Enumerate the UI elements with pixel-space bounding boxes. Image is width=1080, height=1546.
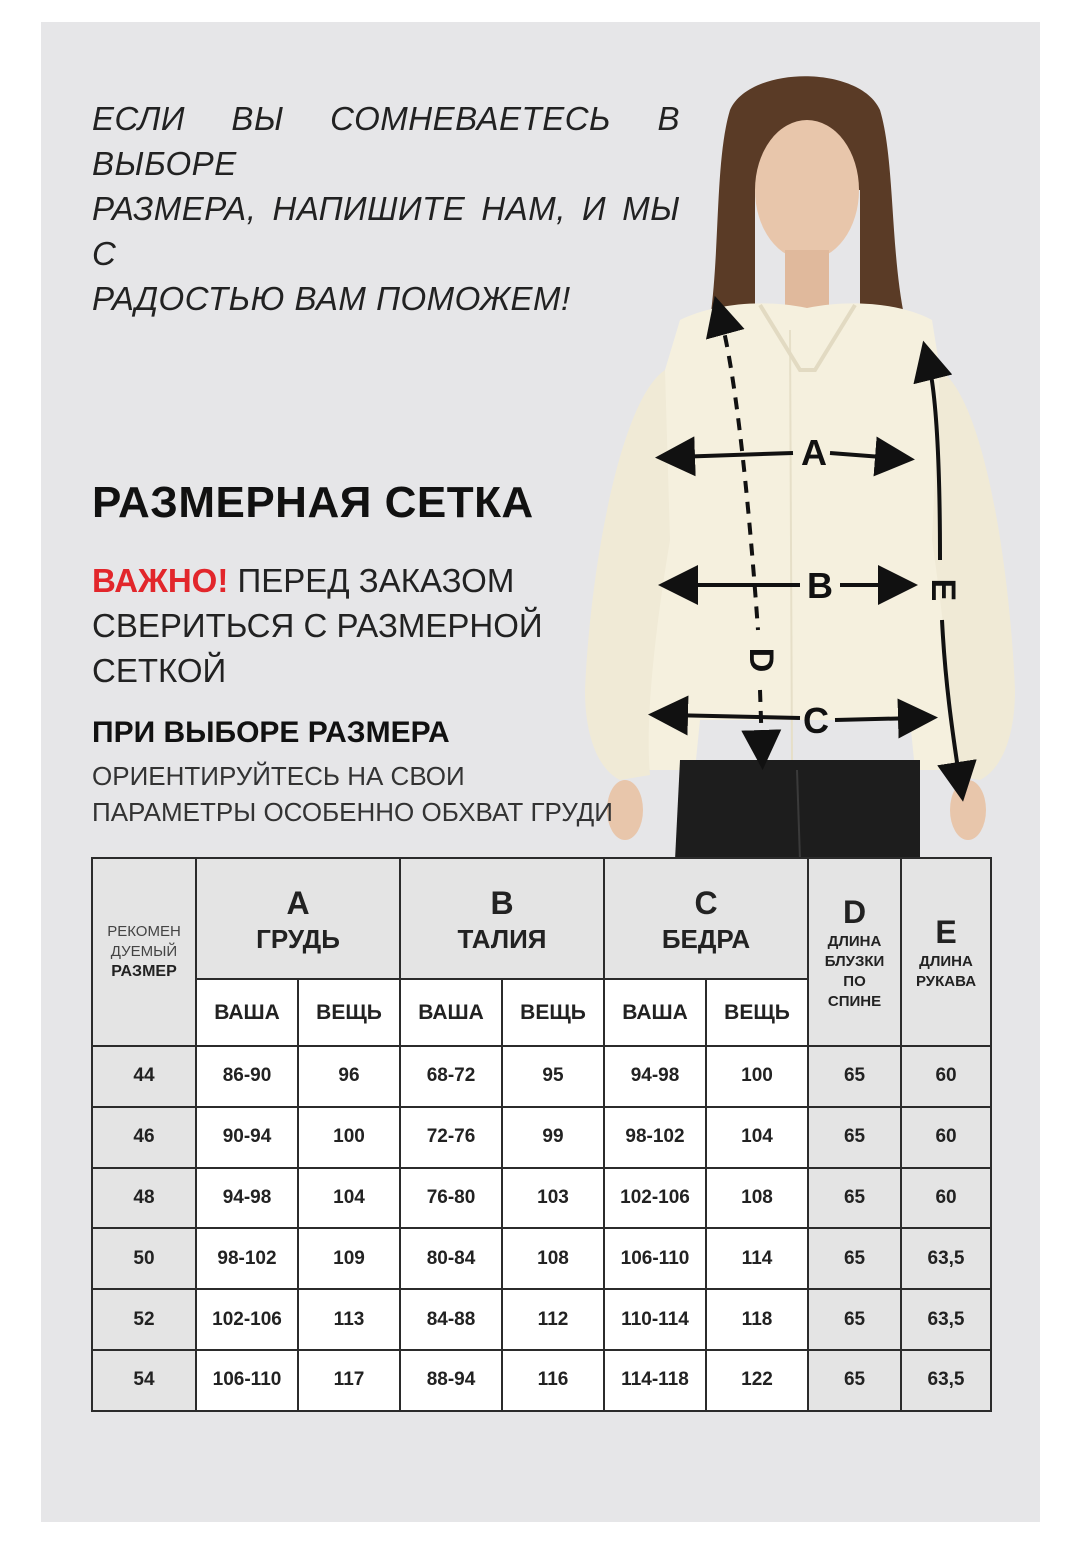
value-cell: 102-106 (196, 1289, 298, 1350)
table-row (92, 1350, 991, 1411)
value-cell: 100 (706, 1046, 808, 1107)
value-cell: 65 (808, 1289, 901, 1350)
size-cell: 48 (92, 1168, 196, 1229)
value-cell: 94-98 (604, 1046, 706, 1107)
choose-line-1: ОРИЕНТИРУЙТЕСЬ НА СВОИ (92, 761, 465, 791)
header-d-back-length: D ДЛИНА БЛУЗКИ ПО СПИНЕ (808, 858, 901, 1046)
value-cell: 63,5 (901, 1289, 991, 1350)
value-cell: 106-110 (604, 1228, 706, 1289)
value-cell: 109 (298, 1228, 400, 1289)
choose-line-2: ПАРАМЕТРЫ ОСОБЕННО ОБХВАТ ГРУДИ (92, 797, 613, 827)
table-row (92, 1228, 991, 1289)
value-cell: 86-90 (196, 1046, 298, 1107)
value-cell: 117 (298, 1350, 400, 1411)
value-cell: 96 (298, 1046, 400, 1107)
label-d: D (742, 647, 780, 673)
value-cell: 76-80 (400, 1168, 502, 1229)
choose-heading: ПРИ ВЫБОРЕ РАЗМЕРА (92, 716, 450, 749)
size-cell: 44 (92, 1046, 196, 1107)
value-cell: 72-76 (400, 1107, 502, 1168)
sub-yours: ВАША (604, 979, 706, 1046)
important-note (92, 558, 562, 693)
table-row (92, 1168, 991, 1229)
value-cell: 68-72 (400, 1046, 502, 1107)
value-cell: 60 (901, 1168, 991, 1229)
value-cell: 63,5 (901, 1228, 991, 1289)
size-table (91, 857, 992, 1412)
value-cell: 104 (706, 1107, 808, 1168)
value-cell: 90-94 (196, 1107, 298, 1168)
intro-line-3: РАДОСТЬЮ ВАМ ПОМОЖЕМ! (92, 280, 571, 317)
header-group-c: C БЕДРА (604, 858, 808, 979)
value-cell: 95 (502, 1046, 604, 1107)
value-cell: 108 (706, 1168, 808, 1229)
value-cell: 122 (706, 1350, 808, 1411)
value-cell: 65 (808, 1107, 901, 1168)
size-cell: 54 (92, 1350, 196, 1411)
sub-item: ВЕЩЬ (706, 979, 808, 1046)
value-cell: 63,5 (901, 1350, 991, 1411)
value-cell: 118 (706, 1289, 808, 1350)
important-text: ПЕРЕД ЗАКАЗОМ СВЕРИТЬСЯ С РАЗМЕРНОЙ СЕТКОЙ (92, 562, 543, 689)
value-cell: 84-88 (400, 1289, 502, 1350)
header-recommended-size: РЕКОМЕН ДУЕМЫЙ РАЗМЕР (92, 858, 196, 1046)
value-cell: 112 (502, 1289, 604, 1350)
label-b: B (807, 565, 833, 606)
value-cell: 100 (298, 1107, 400, 1168)
value-cell: 65 (808, 1168, 901, 1229)
important-label: ВАЖНО! (92, 562, 229, 599)
size-cell: 50 (92, 1228, 196, 1289)
value-cell: 65 (808, 1350, 901, 1411)
sub-yours: ВАША (400, 979, 502, 1046)
value-cell: 88-94 (400, 1350, 502, 1411)
value-cell: 80-84 (400, 1228, 502, 1289)
sub-item: ВЕЩЬ (502, 979, 604, 1046)
value-cell: 65 (808, 1228, 901, 1289)
header-group-a: A ГРУДЬ (196, 858, 400, 979)
value-cell: 114-118 (604, 1350, 706, 1411)
size-cell: 46 (92, 1107, 196, 1168)
value-cell: 108 (502, 1228, 604, 1289)
table-row (92, 1046, 991, 1107)
value-cell: 104 (298, 1168, 400, 1229)
value-cell: 103 (502, 1168, 604, 1229)
value-cell: 110-114 (604, 1289, 706, 1350)
page-title: РАЗМЕРНАЯ СЕТКА (92, 478, 534, 527)
header-group-b: B ТАЛИЯ (400, 858, 604, 979)
intro-line-1: ЕСЛИ ВЫ СОМНЕВАЕТЕСЬ В ВЫБОРЕ (92, 100, 680, 182)
size-cell: 52 (92, 1289, 196, 1350)
value-cell: 94-98 (196, 1168, 298, 1229)
label-c: C (803, 700, 829, 741)
value-cell: 98-102 (196, 1228, 298, 1289)
table-row (92, 1107, 991, 1168)
label-e: E (924, 578, 962, 602)
choose-subtext (92, 758, 632, 830)
intro-line-2: РАЗМЕРА, НАПИШИТЕ НАМ, И МЫ С (92, 190, 680, 272)
sub-item: ВЕЩЬ (298, 979, 400, 1046)
model-figure (560, 70, 1030, 860)
value-cell: 60 (901, 1046, 991, 1107)
sub-yours: ВАША (196, 979, 298, 1046)
value-cell: 116 (502, 1350, 604, 1411)
label-a: A (801, 432, 827, 473)
value-cell: 114 (706, 1228, 808, 1289)
value-cell: 102-106 (604, 1168, 706, 1229)
value-cell: 106-110 (196, 1350, 298, 1411)
header-e-sleeve-length: E ДЛИНА РУКАВА (901, 858, 991, 1046)
value-cell: 60 (901, 1107, 991, 1168)
value-cell: 113 (298, 1289, 400, 1350)
value-cell: 98-102 (604, 1107, 706, 1168)
value-cell: 65 (808, 1046, 901, 1107)
table-row (92, 1289, 991, 1350)
value-cell: 99 (502, 1107, 604, 1168)
